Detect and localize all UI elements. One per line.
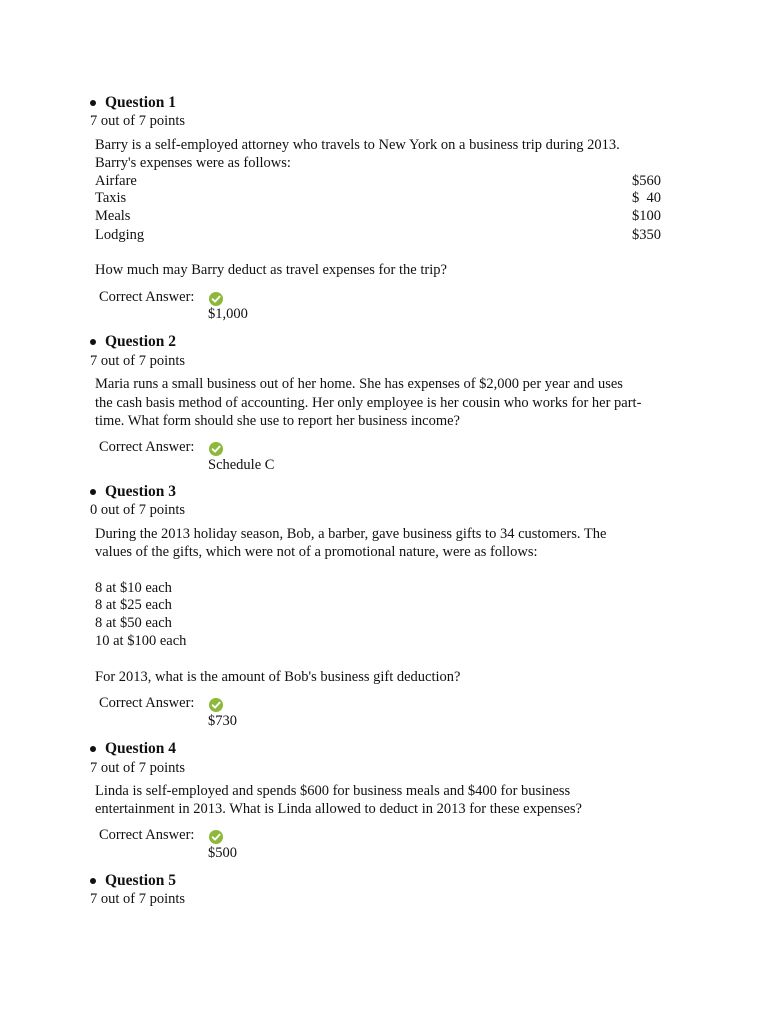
question-4-points: 7 out of 7 points bbox=[90, 760, 186, 776]
question-2-text-line: the cash basis method of accounting. Her only employee is her cousin who works for her part- bbox=[95, 395, 642, 411]
gift-item: 10 at $100 each bbox=[95, 633, 187, 649]
question-4-header bbox=[90, 740, 176, 757]
question-5-points: 7 out of 7 points bbox=[90, 891, 186, 907]
expense-row bbox=[95, 227, 661, 244]
question-4-text-line: Linda is self-employed and spends $600 for business meals and $400 for business bbox=[95, 783, 571, 799]
bullet-icon bbox=[90, 100, 96, 106]
question-2-header bbox=[90, 333, 176, 350]
question-2-title: Question 2 bbox=[105, 333, 177, 350]
expense-label: Meals bbox=[95, 208, 131, 224]
question-1-header bbox=[90, 94, 176, 111]
bullet-icon bbox=[90, 489, 96, 495]
question-3-text-line: values of the gifts, which were not of a promotional nature, were as follows: bbox=[95, 544, 538, 560]
gift-item: 8 at $10 each bbox=[95, 580, 172, 596]
question-4-title: Question 4 bbox=[105, 740, 177, 757]
question-1-title: Question 1 bbox=[105, 94, 177, 111]
question-2-points: 7 out of 7 points bbox=[90, 353, 186, 369]
expense-amount: $100 bbox=[632, 208, 661, 224]
expense-label: Airfare bbox=[95, 173, 137, 189]
correct-answer-label: Correct Answer: bbox=[99, 439, 195, 455]
expense-row bbox=[95, 208, 661, 225]
expense-label: Taxis bbox=[95, 190, 127, 206]
expense-label: Lodging bbox=[95, 227, 145, 243]
correct-check-icon bbox=[209, 442, 223, 456]
correct-answer-label: Correct Answer: bbox=[99, 289, 195, 305]
correct-answer-value: $730 bbox=[208, 713, 237, 729]
expense-amount: $350 bbox=[632, 227, 661, 243]
question-3-prompt: For 2013, what is the amount of Bob's business gift deduction? bbox=[95, 669, 461, 685]
expense-row bbox=[95, 190, 661, 207]
question-4-text-line: entertainment in 2013. What is Linda allowed to deduct in 2013 for these expenses? bbox=[95, 801, 582, 817]
correct-check-icon bbox=[209, 830, 223, 844]
question-5-header bbox=[90, 872, 176, 889]
correct-check-icon bbox=[209, 698, 223, 712]
gift-item: 8 at $25 each bbox=[95, 597, 172, 613]
gift-item: 8 at $50 each bbox=[95, 615, 172, 631]
question-2-text-line: time. What form should she use to report her business income? bbox=[95, 413, 460, 429]
correct-answer-value: $500 bbox=[208, 845, 237, 861]
bullet-icon bbox=[90, 878, 96, 884]
correct-answer-label: Correct Answer: bbox=[99, 695, 195, 711]
correct-answer-value: $1,000 bbox=[208, 306, 248, 322]
question-3-header bbox=[90, 483, 176, 500]
correct-answer-value: Schedule C bbox=[208, 457, 275, 473]
question-5-title: Question 5 bbox=[105, 872, 177, 889]
question-1-prompt: How much may Barry deduct as travel expenses for the trip? bbox=[95, 262, 447, 278]
correct-check-icon bbox=[209, 292, 223, 306]
expense-amount: $560 bbox=[632, 173, 661, 189]
question-1-text-line: Barry is a self-employed attorney who travels to New York on a business trip during 2013. bbox=[95, 137, 620, 153]
question-1-points: 7 out of 7 points bbox=[90, 113, 186, 129]
question-3-title: Question 3 bbox=[105, 483, 177, 500]
expense-amount: $ 40 bbox=[632, 190, 661, 206]
expense-row bbox=[95, 173, 661, 190]
question-1-text-line: Barry's expenses were as follows: bbox=[95, 155, 291, 171]
bullet-icon bbox=[90, 746, 96, 752]
question-3-text-line: During the 2013 holiday season, Bob, a barber, gave business gifts to 34 customers. The bbox=[95, 526, 607, 542]
question-3-points: 0 out of 7 points bbox=[90, 502, 186, 518]
correct-answer-label: Correct Answer: bbox=[99, 827, 195, 843]
question-2-text-line: Maria runs a small business out of her home. She has expenses of $2,000 per year and uses bbox=[95, 376, 623, 392]
bullet-icon bbox=[90, 339, 96, 345]
